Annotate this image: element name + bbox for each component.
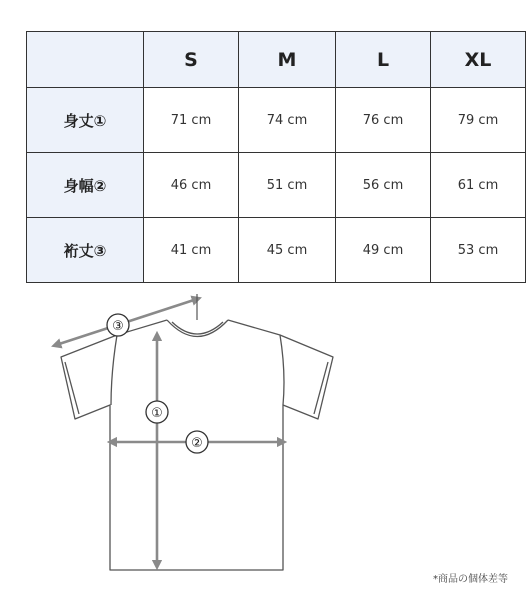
size-header: L xyxy=(336,32,431,88)
marker-length xyxy=(146,401,168,423)
measurement-arrows xyxy=(56,294,282,565)
table-cell: 74 cm xyxy=(239,88,336,153)
table-cell: 76 cm xyxy=(336,88,431,153)
svg-text:①: ① xyxy=(151,406,163,421)
tshirt-diagram xyxy=(0,287,526,595)
table-row xyxy=(27,153,526,218)
marker-width xyxy=(186,431,208,453)
table-cell: 53 cm xyxy=(431,218,526,283)
table-cell: 56 cm xyxy=(336,153,431,218)
svg-text:③: ③ xyxy=(112,319,124,334)
table-cell: 41 cm xyxy=(144,218,239,283)
footnote: *商品の個体差等 xyxy=(433,574,508,585)
row-label: 裄丈③ xyxy=(27,218,144,283)
size-header: S xyxy=(144,32,239,88)
table-cell: 46 cm xyxy=(144,153,239,218)
table-cell: 51 cm xyxy=(239,153,336,218)
header-row xyxy=(27,32,526,88)
row-label: 身幅② xyxy=(27,153,144,218)
table-cell: 71 cm xyxy=(144,88,239,153)
size-table xyxy=(26,31,526,283)
table-cell: 49 cm xyxy=(336,218,431,283)
table-cell: 45 cm xyxy=(239,218,336,283)
size-header: M xyxy=(239,32,336,88)
corner-cell xyxy=(27,32,144,88)
table-cell: 61 cm xyxy=(431,153,526,218)
size-header: XL xyxy=(431,32,526,88)
marker-sleeve xyxy=(107,314,129,336)
table-cell: 79 cm xyxy=(431,88,526,153)
svg-text:②: ② xyxy=(191,436,203,451)
row-label: 身丈① xyxy=(27,88,144,153)
table-row xyxy=(27,218,526,283)
table-row xyxy=(27,88,526,153)
